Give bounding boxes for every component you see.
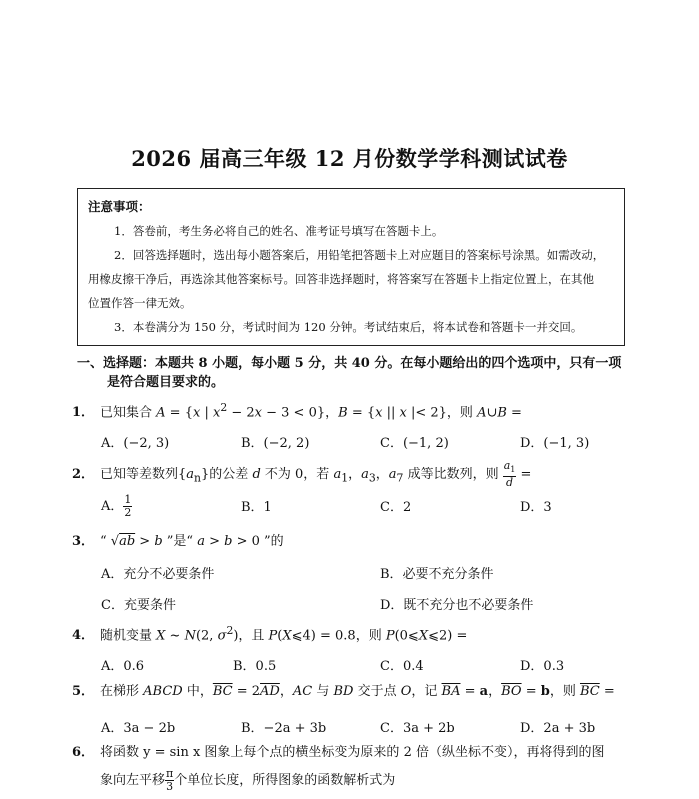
option-b: B．0.5 bbox=[233, 659, 277, 674]
question-6-line1: 将函数 y = sin x 图象上每个点的横坐标变为原来的 2 倍（纵坐标不变），再将得到的图 bbox=[100, 745, 605, 760]
question-number: 6． bbox=[72, 745, 95, 760]
option-a: A． $\frac{1}{2}$ bbox=[101, 493, 132, 519]
section-heading-line1: 一、选择题：本题共 8 小题，每小题 5 分，共 40 分。在每小题给出的四个选项中，只有一项 bbox=[77, 356, 622, 371]
option-c: C．(−1, 2) bbox=[380, 436, 449, 451]
option-a: A．0.6 bbox=[101, 659, 145, 674]
question-6 bbox=[72, 742, 642, 764]
option-b: B．必要不充分条件 bbox=[380, 567, 494, 582]
notice-box bbox=[77, 188, 625, 346]
question-6-line2: 象向左平移 $\frac{\pi}{3}$ 个单位长度，所得图象的函数解析式为 bbox=[100, 767, 396, 793]
option-d: D．(−1, 3) bbox=[520, 436, 590, 451]
option-d: D．0.3 bbox=[520, 659, 565, 674]
question-number: 3． bbox=[72, 534, 95, 549]
question-1: 1． 已知集合 A = {x | $x^2 - 2x - 3 < 0$}，B = {x || x |< 2}，则 A∪B = bbox=[72, 397, 642, 424]
option-d: D．2a + 3b bbox=[520, 721, 596, 736]
question-number: 2． bbox=[72, 467, 95, 483]
section-heading-line2: 是符合题目要求的。 bbox=[107, 375, 225, 390]
question-number: 5． bbox=[72, 684, 95, 699]
question-number: 1． bbox=[72, 405, 95, 421]
section-heading bbox=[77, 354, 637, 392]
option-b: B．(−2, 2) bbox=[241, 436, 310, 451]
option-c: C．2 bbox=[380, 500, 412, 515]
page-title: 2026 届高三年级 12 月份数学学科测试试卷 bbox=[131, 146, 568, 171]
option-c: C．3a + 2b bbox=[380, 721, 455, 736]
option-d: D．3 bbox=[520, 500, 552, 515]
option-c: C．充要条件 bbox=[101, 598, 176, 613]
option-b: B．1 bbox=[241, 500, 272, 515]
option-a: A．(−2, 3) bbox=[101, 436, 170, 451]
option-d: D．既不充分也不必要条件 bbox=[380, 598, 534, 613]
question-3: 3． “ √ab > b ”是“ a > b > 0 ”的 bbox=[72, 531, 642, 553]
question-number: 4． bbox=[72, 628, 95, 644]
notice-item-3: 3．本卷满分为 150 分，考试时间为 120 分钟。考试结束后，将本试卷和答题卡一并交回。 bbox=[114, 320, 583, 334]
option-a: A．充分不必要条件 bbox=[101, 567, 215, 582]
notice-heading: 注意事项： bbox=[88, 199, 151, 214]
notice-item-2-cont: 用橡皮擦干净后，再选涂其他答案标号。回答非选择题时，将答案写在答题卡上指定位置上，在其他 bbox=[88, 272, 594, 286]
option-c: C．0.4 bbox=[380, 659, 424, 674]
question-5: 5． 在梯形 ABCD 中，$\overline{BC} = 2\overline{AD}$，AC 与 BD 交于点 O，记 $\overline{BA} = a$，$\overline{BO} = b$，则 $\overline{BC}$ = bbox=[72, 681, 642, 703]
notice-item-1: 1．答卷前，考生务必将自己的姓名、准考证号填写在答题卡上。 bbox=[114, 224, 444, 238]
option-a: A．3a − 2b bbox=[101, 721, 176, 736]
notice-item-2: 2．回答选择题时，选出每小题答案后，用铅笔把答题卡上对应题目的答案标号涂黑。如需改动， bbox=[114, 248, 605, 262]
question-2: 2． 已知等差数列$\{a_n\}$的公差 d 不为 0，若 $a_1$，$a_3$，$a_7$ 成等比数列，则 $\frac{a_1}{d}$ = bbox=[72, 459, 532, 490]
notice-item-2-end: 位置作答一律无效。 bbox=[88, 296, 192, 310]
option-b: B．−2a + 3b bbox=[241, 721, 327, 736]
question-4: 4． 随机变量 X ~ N(2, $\sigma^2$)，且 P(X⩽4) = 0.8，则 P(0⩽X⩽2) = bbox=[72, 620, 642, 647]
